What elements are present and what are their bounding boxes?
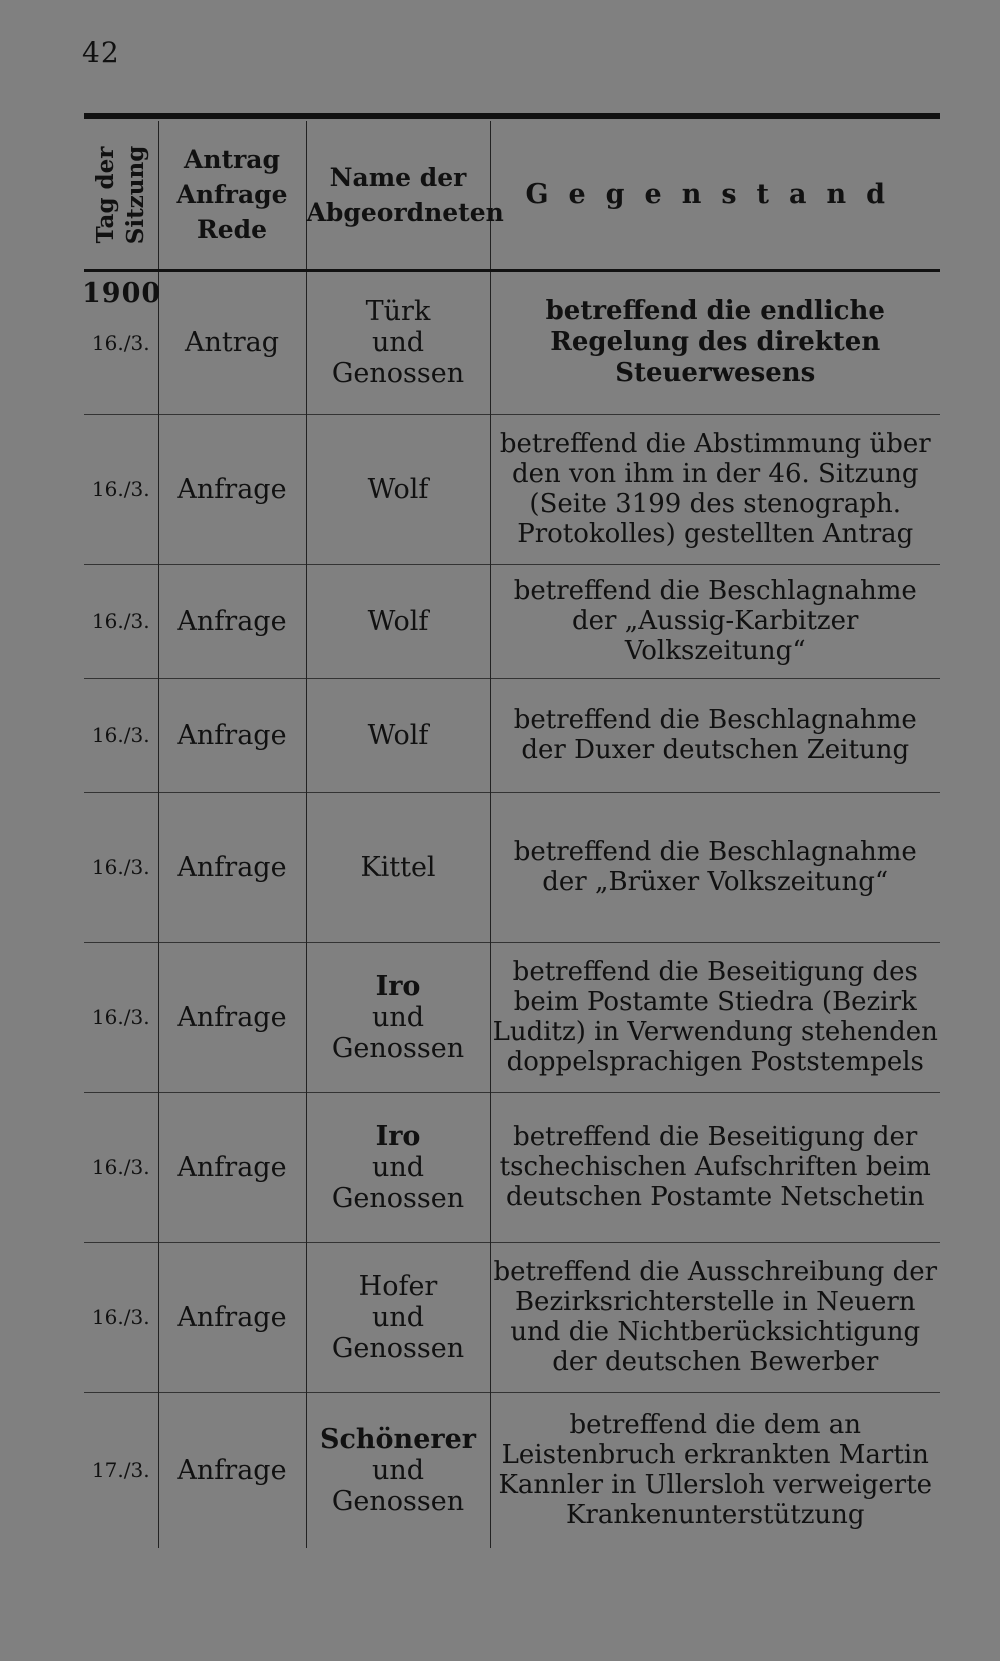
deputy-name-suffix: und Genossen	[331, 1454, 465, 1517]
table-row	[84, 792, 940, 942]
date-cell: 16./3.	[91, 1005, 150, 1029]
name-cell	[306, 942, 490, 1092]
subject-cell: betreffend die endliche Regelung des direkten Steuerwesens	[490, 270, 940, 414]
name-cell	[306, 270, 490, 414]
year-label: 1900	[82, 277, 162, 309]
subject-cell: betreffend die Beschlagnahme der „Aussig-Karbitzer Volkszeitung“	[490, 564, 940, 678]
name-cell	[306, 792, 490, 942]
date-cell: 17./3.	[91, 1458, 150, 1483]
header-art-line-3: Rede	[196, 215, 268, 245]
register-table	[84, 121, 940, 1548]
deputy-name: Schönerer	[319, 1423, 476, 1455]
header-art	[158, 121, 306, 270]
table-row	[84, 1242, 940, 1392]
table-row	[84, 1092, 940, 1242]
deputy-name-suffix: und Genossen	[331, 1151, 465, 1214]
date-cell: 16./3.	[91, 1155, 150, 1179]
table-row	[84, 942, 940, 1092]
deputy-name-suffix: und Genossen	[331, 327, 465, 389]
deputy-name: Hofer	[358, 1270, 438, 1302]
date-cell: 16./3.	[91, 1305, 150, 1329]
subject-cell: betreffend die dem an Leistenbruch erkrankten Martin Kannler in Ullersloh verweigerte Krankenunterstützung	[490, 1392, 940, 1548]
name-cell	[306, 678, 490, 792]
deputy-name-suffix: und Genossen	[331, 1301, 465, 1364]
type-cell: Anfrage	[158, 678, 306, 792]
deputy-name: Kittel	[360, 851, 436, 883]
type-cell: Anfrage	[158, 1092, 306, 1242]
name-cell	[306, 1392, 490, 1548]
type-cell: Antrag	[158, 270, 306, 414]
table-row	[84, 564, 940, 678]
type-cell: Anfrage	[158, 414, 306, 564]
deputy-name: Iro	[375, 970, 421, 1002]
header-art-line-1: Antrag	[184, 145, 280, 175]
deputy-name: Türk	[365, 296, 431, 327]
page-number: 42	[82, 36, 120, 69]
date-cell: 16./3.	[91, 477, 150, 501]
type-cell: Anfrage	[158, 792, 306, 942]
date-cell	[82, 270, 162, 414]
type-cell: Anfrage	[158, 564, 306, 678]
type-cell: Anfrage	[158, 1242, 306, 1392]
header-name-line-2: Abgeordneten	[306, 197, 504, 227]
table-row	[84, 1392, 940, 1548]
table-row	[84, 678, 940, 792]
deputy-name-suffix: und Genossen	[331, 1001, 465, 1064]
date-cell: 16./3.	[91, 723, 150, 747]
deputy-name: Iro	[375, 1120, 421, 1152]
type-cell: Anfrage	[158, 942, 306, 1092]
header-gegenstand: Gegenstand	[490, 121, 940, 270]
deputy-name: Wolf	[367, 473, 429, 505]
subject-cell: betreffend die Beschlagnahme der „Brüxer Volkszeitung“	[490, 792, 940, 942]
subject-cell: betreffend die Abstimmung über den von ihm in der 46. Sitzung (Seite 3199 des stenograph. Protokolles) gestellten Antrag	[490, 414, 940, 564]
date-text: 16./3.	[91, 330, 150, 355]
header-row	[84, 121, 940, 270]
date-cell: 16./3.	[91, 855, 150, 879]
subject-cell: betreffend die Beschlagnahme der Duxer deutschen Zeitung	[490, 678, 940, 792]
table-row	[84, 270, 940, 414]
name-cell	[306, 1242, 490, 1392]
header-art-line-2: Anfrage	[176, 180, 288, 210]
header-datum-line-1: Tag der	[91, 146, 119, 244]
deputy-name: Wolf	[367, 605, 429, 637]
name-cell	[306, 1092, 490, 1242]
header-name	[306, 121, 504, 270]
subject-cell: betreffend die Beseitigung der tschechischen Aufschriften beim deutschen Postamte Netschetin	[490, 1092, 940, 1242]
table-row	[84, 414, 940, 564]
name-cell	[306, 414, 490, 564]
header-datum-line-2: Sitzung	[121, 145, 149, 245]
top-rule	[84, 113, 940, 119]
header-name-line-1: Name der	[329, 162, 467, 192]
name-cell	[306, 564, 490, 678]
subject-cell: betreffend die Beseitigung des beim Postamte Stiedra (Bezirk Luditz) in Verwendung stehenden doppelsprachigen Poststempels	[490, 942, 940, 1092]
type-cell: Anfrage	[158, 1392, 306, 1548]
subject-cell: betreffend die Ausschreibung der Bezirksrichterstelle in Neuern und die Nichtberücksichtigung der deutschen Bewerber	[490, 1242, 940, 1392]
header-datum	[84, 121, 158, 270]
deputy-name: Wolf	[367, 719, 429, 751]
date-cell: 16./3.	[91, 609, 150, 633]
